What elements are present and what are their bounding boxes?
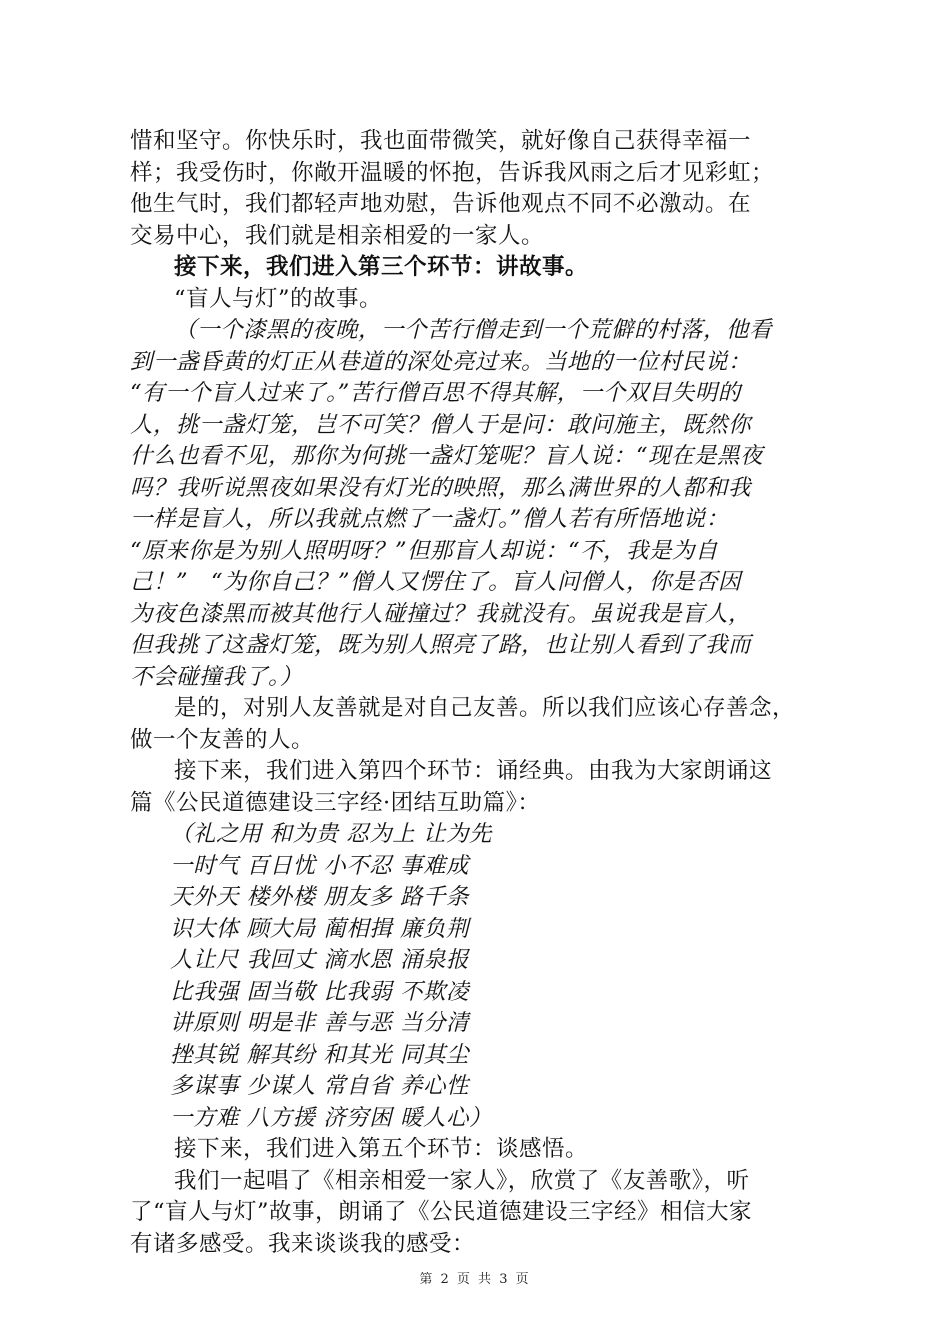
closing-text-line: 了“盲人与灯”故事，朗诵了《公民道德建设三字经》相信大家: [130, 1199, 753, 1225]
reflection-text-line: 做一个友善的人。: [130, 726, 315, 753]
closing-text-line: 有诸多感受。我来谈谈我的感受：: [130, 1230, 476, 1257]
story-text-line: 一样是盲人，所以我就点燃了一盏灯。”僧人若有所悟地说：: [130, 506, 729, 532]
section-heading-reflection: 接下来，我们进入第五个环节：谈感悟。: [174, 1136, 589, 1162]
story-text-line: 吗？我听说黑夜如果没有灯光的映照，那么满世界的人都和我: [130, 474, 752, 501]
body-text-line: 他生气时，我们都轻声地劝慰，告诉他观点不同不必激动。在: [130, 191, 752, 217]
story-text-line: 人，挑一盏灯笼，岂不可笑？僧人于是问：敢问施主，既然你: [130, 411, 752, 438]
poem-line: 人让尺 我回丈 滴水恩 涌泉报: [170, 947, 469, 973]
body-text-line: 样；我受伤时，你敞开温暖的怀抱，告诉我风雨之后才见彩虹；: [130, 159, 775, 186]
poem-line: 挫其锐 解其纷 和其光 同其尘: [170, 1041, 469, 1068]
section-heading-storytelling: 接下来，我们进入第三个环节：讲故事。: [174, 254, 589, 280]
poem-line: 一时气 百日忧 小不忍 事难成: [170, 852, 469, 879]
poem-line: 识大体 顾大局 蔺相揖 廉负荆: [170, 915, 469, 942]
recitation-intro-line: 篇《公民道德建设三字经·团结互助篇》：: [130, 789, 541, 816]
story-text-line: 为夜色漆黑而被其他行人碰撞过？我就没有。虽说我是盲人，: [130, 600, 752, 627]
document-body: [130, 126, 830, 1260]
poem-line: 讲原则 明是非 善与恶 当分清: [170, 1010, 469, 1036]
poem-line: 天外天 楼外楼 朋友多 路千条: [170, 884, 469, 910]
story-text-line: 但我挑了这盏灯笼，既为别人照亮了路，也让别人看到了我而: [130, 632, 752, 658]
reflection-text-line: 是的，对别人友善就是对自己友善。所以我们应该心存善念，: [174, 695, 796, 721]
poem-line: 比我强 固当敬 比我弱 不欺凌: [170, 978, 469, 1005]
body-text-line: 惜和坚守。你快乐时，我也面带微笑，就好像自己获得幸福一: [130, 128, 752, 154]
story-text-line: （一个漆黑的夜晚，一个苦行僧走到一个荒僻的村落，他看: [174, 317, 773, 343]
poem-line: 多谋事 少谋人 常自省 养心性: [170, 1073, 469, 1099]
section-heading-recitation: 接下来，我们进入第四个环节：诵经典。由我为大家朗诵这: [174, 758, 773, 784]
story-text-line: 不会碰撞我了。）: [130, 663, 303, 690]
story-text-line: “有一个盲人过来了。”苦行僧百思不得其解，一个双目失明的: [130, 380, 741, 406]
story-text-line: “原来你是为别人照明呀？”但那盲人却说：“不，我是为自: [130, 537, 719, 564]
poem-line: （礼之用 和为贵 忍为上 让为先: [170, 821, 492, 847]
closing-text-line: 我们一起唱了《相亲相爱一家人》，欣赏了《友善歌》，听: [174, 1167, 750, 1194]
page-number-footer: 第 2 页 共 3 页: [419, 1272, 531, 1287]
story-text-line: 到一盏昏黄的灯正从巷道的深处亮过来。当地的一位村民说：: [130, 348, 752, 375]
story-text-line: 己！” “为你自己？”僧人又愣住了。盲人问僧人，你是否因: [130, 569, 742, 595]
story-text-line: 什么也看不见，那你为何挑一盏灯笼呢？盲人说：“现在是黑夜: [130, 443, 764, 469]
poem-line: 一方难 八方援 济穷困 暖人心）: [170, 1104, 492, 1131]
body-text-line: 交易中心，我们就是相亲相爱的一家人。: [130, 222, 545, 249]
story-title: “盲人与灯”的故事。: [174, 285, 383, 312]
